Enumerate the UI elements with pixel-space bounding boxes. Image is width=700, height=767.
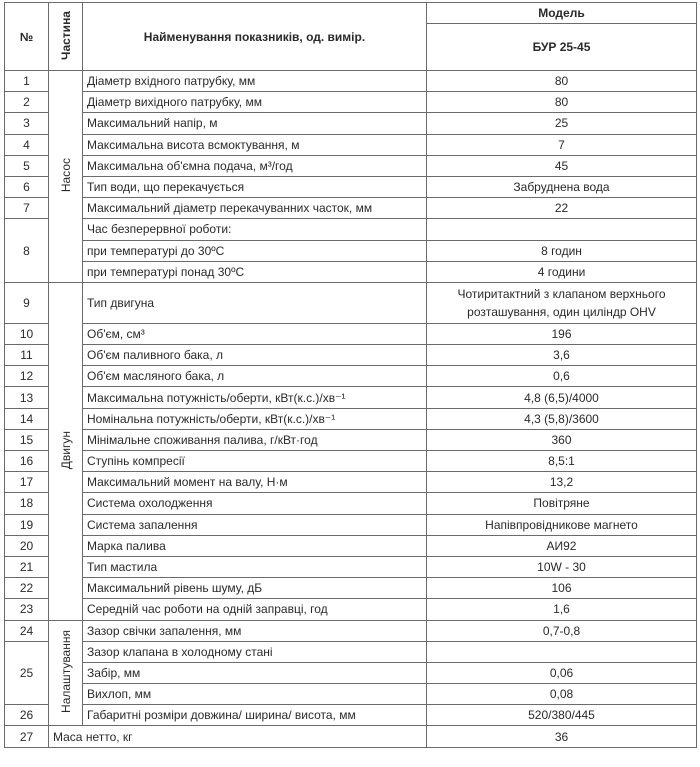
row-name: Марка палива <box>83 535 427 556</box>
row-value <box>427 641 697 662</box>
row-name: Максимальна потужність/оберти, кВт(к.с.)/хв⁻¹ <box>83 387 427 408</box>
row-value: Повітряне <box>427 493 697 514</box>
table-row <box>5 578 697 599</box>
subrow-name: Забір, мм <box>83 662 427 683</box>
row-number: 4 <box>5 134 49 155</box>
row-name: Зазор клапана в холодному стані <box>83 641 427 662</box>
row-number: 8 <box>5 219 49 283</box>
row-name: Максимальна висота всмоктування, м <box>83 134 427 155</box>
row-number: 11 <box>5 345 49 366</box>
row-value: Чотиритактний з клапаном верхнього розташування, один циліндр OHV <box>427 282 697 323</box>
table-row <box>5 408 697 429</box>
table-row <box>5 134 697 155</box>
table-row <box>5 387 697 408</box>
row-number: 16 <box>5 451 49 472</box>
row-name: Об'єм паливного бака, л <box>83 345 427 366</box>
row-name: Система охолодження <box>83 493 427 514</box>
table-row <box>5 641 697 662</box>
table-row <box>5 176 697 197</box>
row-value: 25 <box>427 113 697 134</box>
row-number: 6 <box>5 176 49 197</box>
row-number: 20 <box>5 535 49 556</box>
table-row <box>5 514 697 535</box>
row-name: Габаритні розміри довжина/ ширина/ висота, мм <box>83 705 427 726</box>
row-number: 10 <box>5 323 49 344</box>
row-value: 22 <box>427 198 697 219</box>
subrow-value: 0,08 <box>427 684 697 705</box>
row-value: Забруднена вода <box>427 176 697 197</box>
row-number: 19 <box>5 514 49 535</box>
table-subrow <box>5 240 697 261</box>
header-model-name: БУР 25-45 <box>427 24 697 71</box>
row-name: Об'єм, см³ <box>83 323 427 344</box>
row-name: Максимальний момент на валу, Н·м <box>83 472 427 493</box>
row-value: 196 <box>427 323 697 344</box>
table-row <box>5 726 697 747</box>
table-row <box>5 620 697 641</box>
row-value: 4,3 (5,8)/3600 <box>427 408 697 429</box>
row-number: 7 <box>5 198 49 219</box>
row-name: Діаметр вихідного патрубку, мм <box>83 92 427 113</box>
row-value: 0,7-0,8 <box>427 620 697 641</box>
table-row <box>5 493 697 514</box>
header-row <box>5 3 697 24</box>
table-row <box>5 71 697 92</box>
row-number: 9 <box>5 282 49 323</box>
table-row <box>5 113 697 134</box>
table-row <box>5 198 697 219</box>
row-value: 1,6 <box>427 599 697 620</box>
row-value: АИ92 <box>427 535 697 556</box>
row-name: Зазор свічки запалення, мм <box>83 620 427 641</box>
row-value: 10W - 30 <box>427 556 697 577</box>
row-name: Система запалення <box>83 514 427 535</box>
subrow-name: Вихлоп, мм <box>83 684 427 705</box>
row-name: Тип води, що перекачується <box>83 176 427 197</box>
row-name: Ступінь компресії <box>83 451 427 472</box>
table-row <box>5 92 697 113</box>
row-value: 80 <box>427 71 697 92</box>
row-name: Середній час роботи на одній заправці, год <box>83 599 427 620</box>
row-value: 360 <box>427 429 697 450</box>
row-number: 2 <box>5 92 49 113</box>
row-value: 106 <box>427 578 697 599</box>
section-pump: Насос <box>49 71 83 283</box>
table-row <box>5 472 697 493</box>
header-name: Найменування показників, од. вимір. <box>83 3 427 71</box>
table-row <box>5 219 697 240</box>
section-engine: Двигун <box>49 282 83 620</box>
row-value: 13,2 <box>427 472 697 493</box>
row-value <box>427 219 697 240</box>
row-name: Максимальна об'ємна подача, м³/год <box>83 155 427 176</box>
row-name: Тип двигуна <box>83 282 427 323</box>
row-number: 24 <box>5 620 49 641</box>
row-value: 80 <box>427 92 697 113</box>
table-row <box>5 556 697 577</box>
table-row <box>5 155 697 176</box>
table-row <box>5 282 697 323</box>
table-row <box>5 535 697 556</box>
row-number: 14 <box>5 408 49 429</box>
row-name: Час безперервної роботи: <box>83 219 427 240</box>
row-number: 21 <box>5 556 49 577</box>
row-value: 520/380/445 <box>427 705 697 726</box>
row-number: 12 <box>5 366 49 387</box>
row-value: 8,5:1 <box>427 451 697 472</box>
header-model-label: Модель <box>427 3 697 24</box>
row-name: Маса нетто, кг <box>49 726 427 747</box>
row-number: 27 <box>5 726 49 747</box>
row-number: 26 <box>5 705 49 726</box>
row-name: Об'єм масляного бака, л <box>83 366 427 387</box>
row-number: 18 <box>5 493 49 514</box>
header-number: № <box>5 3 49 71</box>
row-number: 13 <box>5 387 49 408</box>
row-name: Тип мастила <box>83 556 427 577</box>
subrow-value: 4 години <box>427 261 697 282</box>
table-subrow <box>5 261 697 282</box>
row-number: 1 <box>5 71 49 92</box>
row-name: Максимальний рівень шуму, дБ <box>83 578 427 599</box>
row-value: Напівпровідникове магнето <box>427 514 697 535</box>
table-row <box>5 323 697 344</box>
row-name: Мінімальне споживання палива, г/кВт·год <box>83 429 427 450</box>
subrow-value: 0,06 <box>427 662 697 683</box>
row-number: 22 <box>5 578 49 599</box>
row-value: 4,8 (6,5)/4000 <box>427 387 697 408</box>
row-value: 45 <box>427 155 697 176</box>
table-row <box>5 366 697 387</box>
row-number: 17 <box>5 472 49 493</box>
section-adjustment: Налаштування <box>49 620 83 726</box>
table-row <box>5 599 697 620</box>
row-name: Максимальний напір, м <box>83 113 427 134</box>
row-number: 15 <box>5 429 49 450</box>
row-number: 5 <box>5 155 49 176</box>
row-number: 3 <box>5 113 49 134</box>
row-value: 0,6 <box>427 366 697 387</box>
row-name: Максимальний діаметр перекачуванних часток, мм <box>83 198 427 219</box>
table-row <box>5 429 697 450</box>
specification-table <box>4 2 697 748</box>
row-name: Номінальна потужність/оберти, кВт(к.с.)/хв⁻¹ <box>83 408 427 429</box>
row-name: Діаметр вхідного патрубку, мм <box>83 71 427 92</box>
row-value: 7 <box>427 134 697 155</box>
row-number: 25 <box>5 641 49 705</box>
table-row <box>5 705 697 726</box>
header-part: Частина <box>49 3 83 71</box>
row-number: 23 <box>5 599 49 620</box>
row-value: 36 <box>427 726 697 747</box>
row-value: 3,6 <box>427 345 697 366</box>
table-row <box>5 451 697 472</box>
subrow-name: при температурі до 30ºС <box>83 240 427 261</box>
table-subrow <box>5 662 697 683</box>
table-row <box>5 345 697 366</box>
subrow-name: при температурі понад 30ºС <box>83 261 427 282</box>
table-subrow <box>5 684 697 705</box>
subrow-value: 8 годин <box>427 240 697 261</box>
